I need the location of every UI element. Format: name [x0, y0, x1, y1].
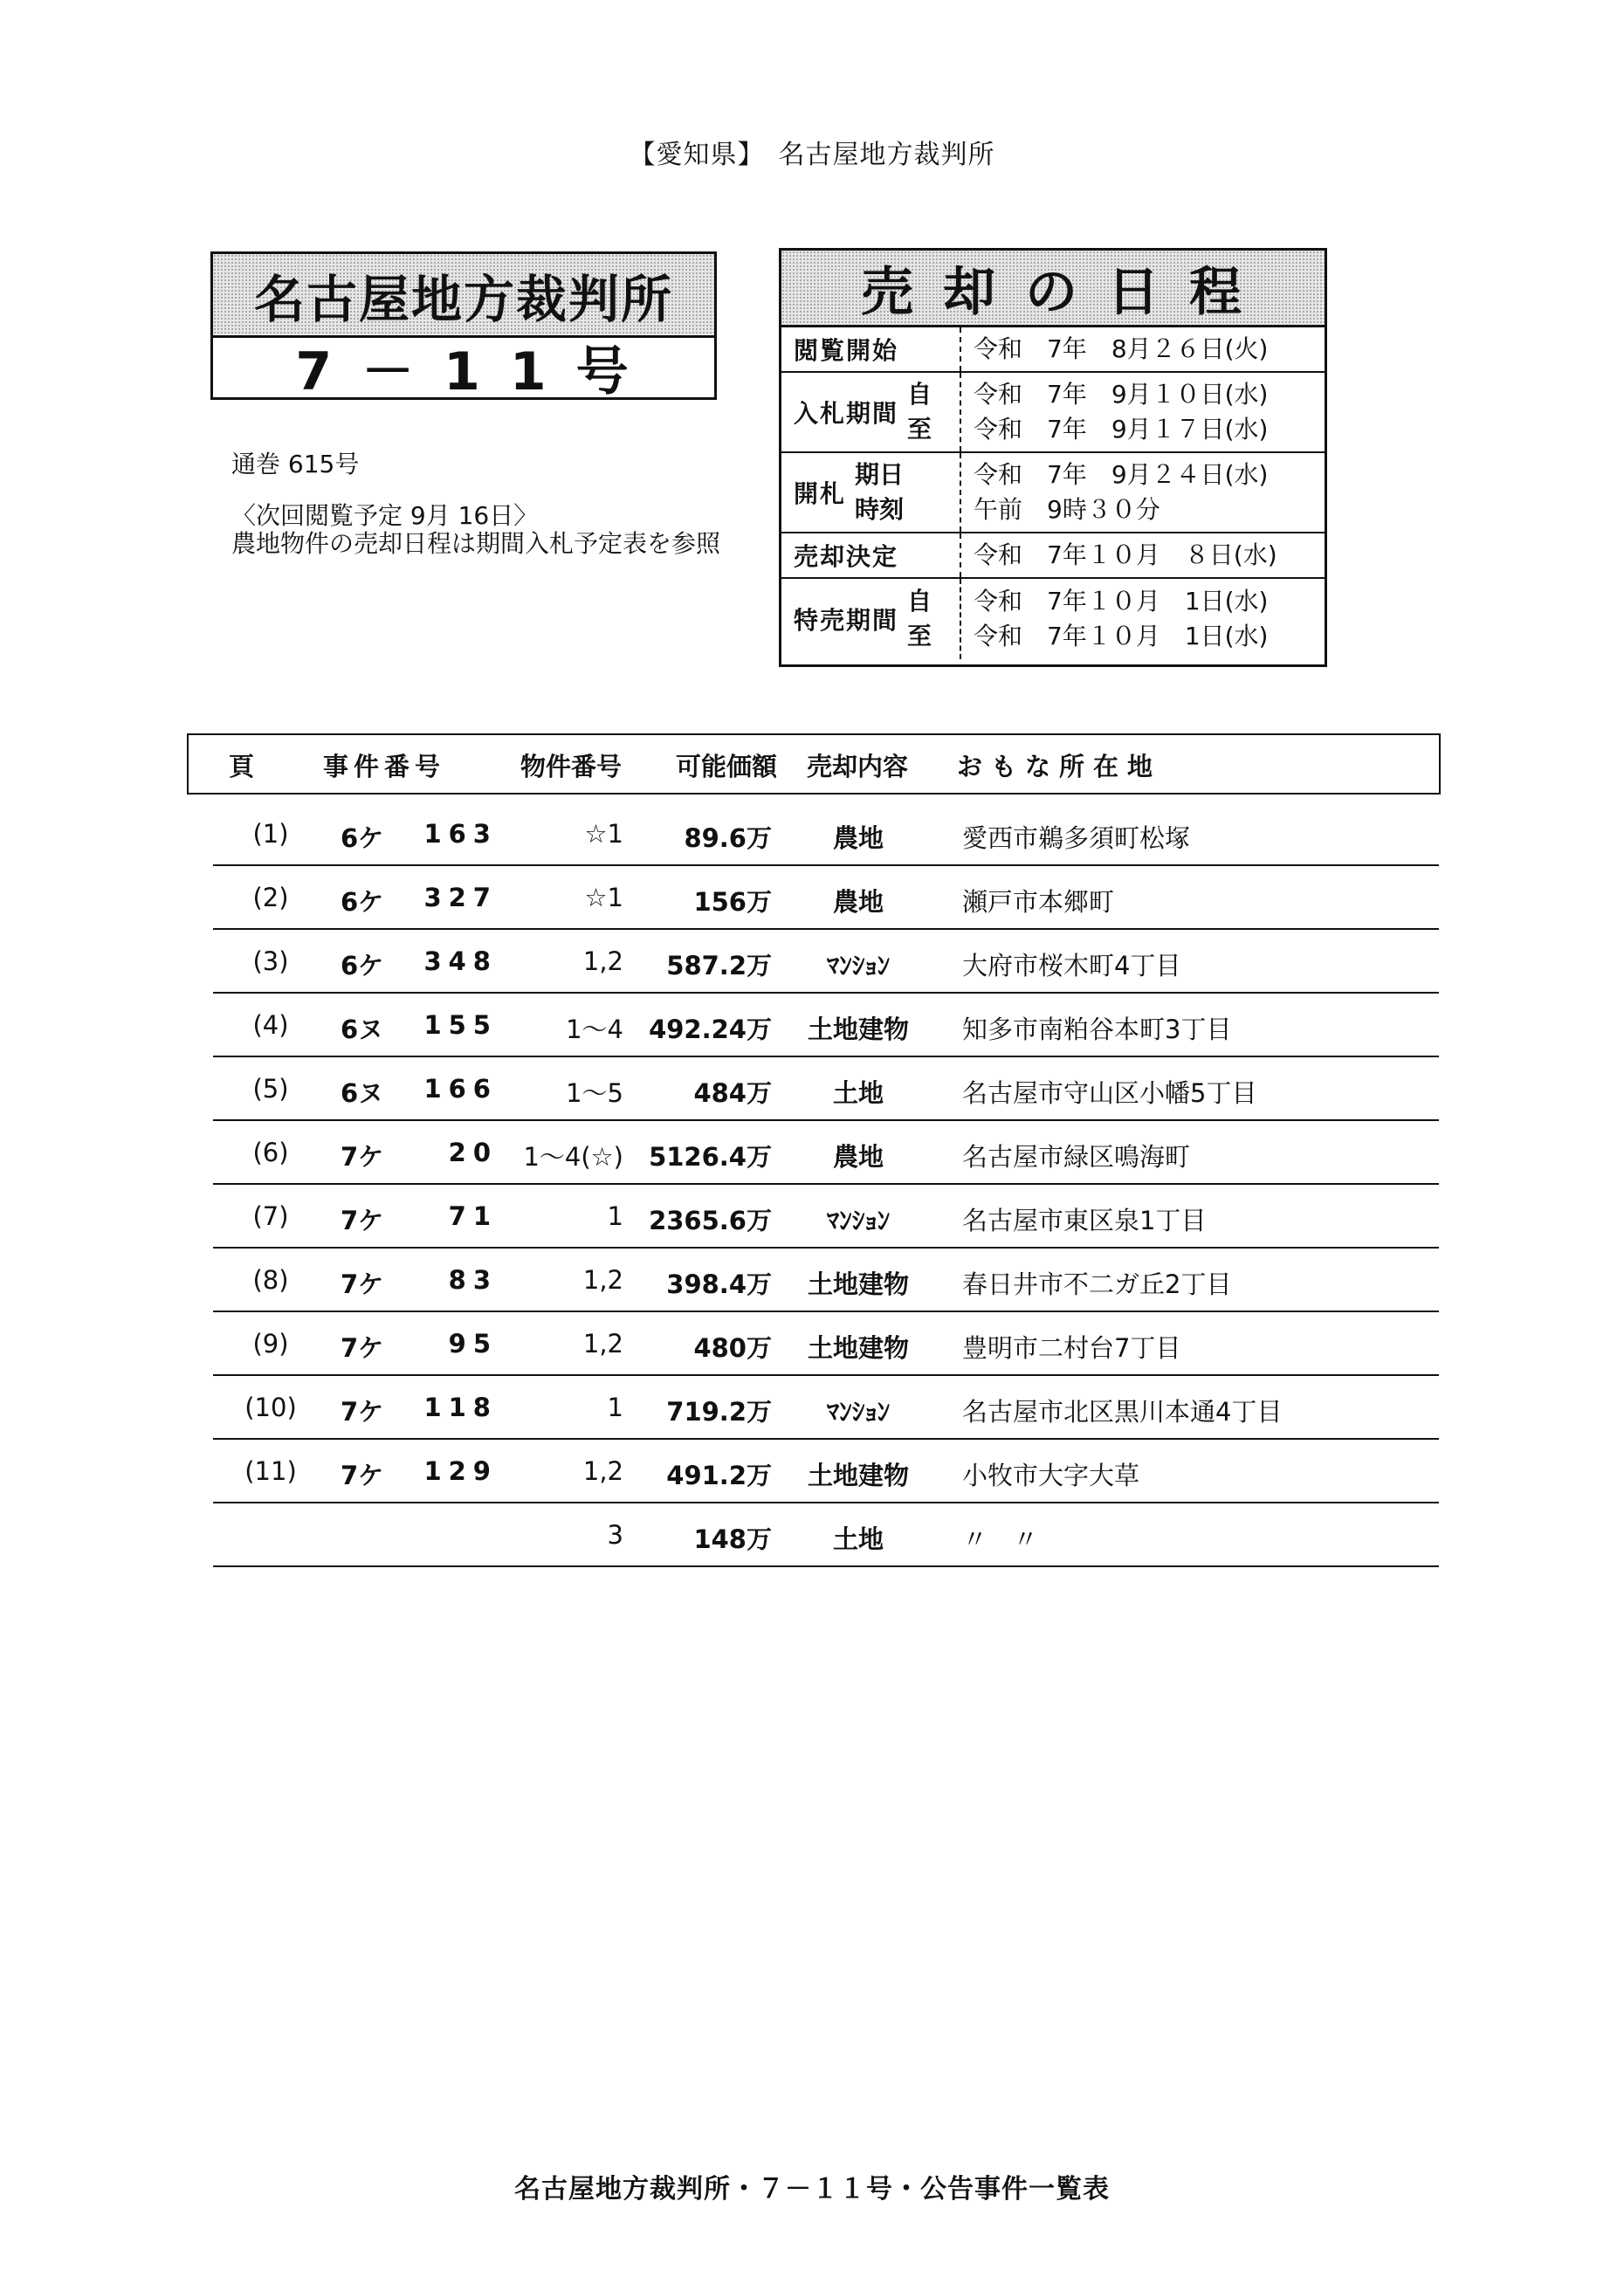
schedule-row-values: [961, 453, 1325, 532]
schedule-label-text: 特売期間: [794, 606, 899, 635]
price-cell: 2365.6万: [649, 1206, 772, 1235]
schedule-date-value: 令和 7年 9月２４日(水): [974, 460, 1269, 489]
schedule-row-label: [781, 327, 961, 371]
case-prefix-cell: 7ケ: [341, 1461, 384, 1490]
sale-type-cell: 農地: [832, 823, 884, 853]
schedule-row-label: [781, 533, 961, 577]
schedule-sub-label: 自: [907, 380, 932, 409]
schedule-row-label: [781, 453, 961, 532]
price-cell: 5126.4万: [649, 1142, 772, 1172]
case-number-cell: 20: [448, 1138, 498, 1167]
case-page-cell: (9): [252, 1329, 289, 1359]
case-number-cell: 327: [423, 883, 498, 912]
price-cell: 492.24万: [649, 1015, 772, 1044]
sale-type-cell: 土地: [832, 1078, 884, 1108]
price-cell: 480万: [693, 1333, 772, 1363]
table-row: [213, 1249, 1439, 1312]
location-cell: 名古屋市緑区鳴海町: [962, 1142, 1191, 1172]
item-number-cell: 1,2: [582, 946, 623, 976]
schedule-row-label: [781, 579, 961, 659]
case-prefix-cell: 7ケ: [341, 1206, 384, 1235]
location-cell: 名古屋市東区泉1丁目: [962, 1206, 1207, 1235]
sale-type-cell: 土地建物: [807, 1015, 909, 1044]
item-number-cell: 1～5: [566, 1078, 623, 1108]
case-prefix-cell: 6ヌ: [341, 1015, 384, 1044]
schedule-sub-label: 至: [907, 622, 932, 650]
schedule-date-value: 令和 7年 9月１０日(水): [974, 380, 1269, 409]
header-page: 頁: [229, 752, 255, 781]
table-row: [213, 803, 1439, 866]
schedule-row: [781, 373, 1325, 453]
table-row: [213, 1058, 1439, 1121]
case-number-cell: 71: [448, 1201, 498, 1231]
schedule-rows: [781, 327, 1325, 659]
schedule-row-values: [961, 533, 1325, 577]
case-page-cell: (4): [252, 1010, 289, 1040]
item-number-cell: 1: [607, 1393, 623, 1422]
table-row: [213, 1313, 1439, 1376]
item-number-cell: ☆1: [584, 883, 623, 912]
schedule-sub-label: 時刻: [855, 495, 905, 524]
case-number-cell: 83: [448, 1265, 498, 1295]
schedule-date-value: 午前 9時３０分: [974, 495, 1160, 524]
location-cell: 名古屋市守山区小幡5丁目: [962, 1078, 1257, 1108]
location-cell: 大府市桜木町4丁目: [962, 951, 1181, 980]
price-cell: 484万: [693, 1078, 772, 1108]
price-cell: 398.4万: [666, 1269, 772, 1299]
court-name: 名古屋地方裁判所: [213, 254, 714, 338]
issue-number: 7－11号: [295, 341, 658, 402]
table-row: [213, 931, 1439, 994]
case-page-cell: (1): [252, 819, 289, 849]
table-row: [213, 1504, 1439, 1567]
sale-type-cell: 農地: [832, 1142, 884, 1172]
case-prefix-cell: 7ケ: [341, 1397, 384, 1427]
schedule-date-value: 令和 7年 9月１７日(水): [974, 415, 1269, 444]
schedule-sub-labels: [907, 584, 932, 654]
sale-type-cell: 土地建物: [807, 1333, 909, 1363]
location-cell: 名古屋市北区黒川本通4丁目: [962, 1397, 1283, 1427]
item-number-cell: 1,2: [582, 1265, 623, 1295]
price-cell: 89.6万: [684, 823, 772, 853]
schedule-row-values: [961, 579, 1325, 659]
case-number-cell: 129: [423, 1456, 498, 1486]
price-cell: 719.2万: [666, 1397, 772, 1427]
schedule-row-values: [961, 327, 1325, 371]
table-row: [213, 1441, 1439, 1503]
schedule-date-value: 令和 7年１０月 ８日(水): [974, 540, 1277, 569]
table-header: [187, 733, 1441, 795]
case-page-cell: (6): [252, 1138, 289, 1167]
case-page-cell: (8): [252, 1265, 289, 1295]
header-case-number: 事件番号: [323, 752, 446, 781]
table-row: [213, 994, 1439, 1057]
location-cell: 小牧市大字大草: [962, 1461, 1140, 1490]
location-cell: 瀬戸市本郷町: [962, 887, 1115, 917]
schedule-row: [781, 533, 1325, 579]
schedule-row: [781, 453, 1325, 533]
item-number-cell: ☆1: [584, 819, 623, 849]
farmland-schedule-note: 農地物件の売却日程は期間入札予定表を参照: [231, 529, 721, 558]
header-item-number: 物件番号: [520, 752, 623, 781]
table-row: [213, 1377, 1439, 1440]
location-cell: 春日井市不二ガ丘2丁目: [962, 1269, 1232, 1299]
case-number-cell: 95: [448, 1329, 498, 1359]
sale-type-cell: 農地: [832, 887, 884, 917]
sale-type-cell: 土地: [832, 1524, 884, 1554]
location-cell: 〃 〃: [962, 1524, 1039, 1554]
location-cell: 知多市南粕谷本町3丁目: [962, 1015, 1232, 1044]
case-page-cell: (11): [244, 1456, 297, 1486]
schedule-label-text: 閲覧開始: [794, 336, 899, 365]
schedule-sub-labels: [907, 377, 932, 447]
schedule-row-label: [781, 373, 961, 451]
schedule-date-value: 令和 7年１０月 1日(水): [974, 622, 1269, 650]
schedule-title: 売却の日程: [781, 251, 1325, 327]
sale-type-cell: 土地建物: [807, 1461, 909, 1490]
footer-title: 名古屋地方裁判所・７－１１号・公告事件一覧表: [514, 2174, 1110, 2205]
schedule-row: [781, 579, 1325, 659]
schedule-date-value: 令和 7年１０月 1日(水): [974, 587, 1269, 616]
price-cell: 587.2万: [666, 951, 772, 980]
item-number-cell: 1: [607, 1201, 623, 1231]
case-prefix-cell: 7ケ: [341, 1333, 384, 1363]
case-prefix-cell: 6ケ: [341, 887, 384, 917]
header-price: 可能価額: [676, 752, 778, 781]
location-cell: 豊明市二村台7丁目: [962, 1333, 1181, 1363]
price-cell: 148万: [693, 1524, 772, 1554]
schedule-label-text: 入札期間: [794, 399, 899, 428]
case-prefix-cell: 6ヌ: [341, 1078, 384, 1108]
schedule-label-text: 売却決定: [794, 542, 899, 571]
case-prefix-cell: 7ケ: [341, 1142, 384, 1172]
sale-type-cell: ﾏﾝｼｮﾝ: [826, 1206, 891, 1235]
sale-type-cell: ﾏﾝｼｮﾝ: [826, 1397, 891, 1427]
court-title-box: [210, 251, 717, 400]
case-number-cell: 163: [423, 819, 498, 849]
header-location: おもな所在地: [957, 752, 1162, 781]
item-number-cell: 1～4: [566, 1015, 623, 1044]
price-cell: 156万: [693, 887, 772, 917]
case-prefix-cell: 6ケ: [341, 951, 384, 980]
location-cell: 愛西市鵜多須町松塚: [962, 823, 1191, 853]
item-number-cell: 1～4(☆): [523, 1142, 623, 1172]
schedule-label-text: 開札: [794, 479, 847, 508]
sale-schedule-box: [779, 248, 1327, 667]
sale-type-cell: 土地建物: [807, 1269, 909, 1299]
item-number-cell: 3: [607, 1520, 623, 1550]
table-row: [213, 867, 1439, 930]
sale-type-cell: ﾏﾝｼｮﾝ: [826, 951, 891, 980]
schedule-sub-label: 期日: [855, 460, 905, 489]
table-row: [213, 1186, 1439, 1249]
case-number-cell: 155: [423, 1010, 498, 1040]
case-page-cell: (7): [252, 1201, 289, 1231]
case-number-cell: 118: [423, 1393, 498, 1422]
next-viewing-note: 〈次回閲覧予定 9月 16日〉: [231, 501, 539, 530]
case-prefix-cell: 7ケ: [341, 1269, 384, 1299]
schedule-row: [781, 327, 1325, 373]
case-page-cell: (3): [252, 946, 289, 976]
schedule-row-values: [961, 373, 1325, 451]
prefecture-court-label: 【愛知県】 名古屋地方裁判所: [629, 140, 995, 170]
schedule-sub-label: 至: [907, 415, 932, 444]
case-page-cell: (2): [252, 883, 289, 912]
case-number-cell: 348: [423, 946, 498, 976]
header-sale-type: 売却内容: [807, 752, 909, 781]
item-number-cell: 1,2: [582, 1456, 623, 1486]
case-page-cell: (10): [244, 1393, 297, 1422]
schedule-date-value: 令和 7年 8月２６日(火): [974, 334, 1269, 363]
price-cell: 491.2万: [666, 1461, 772, 1490]
case-page-cell: (5): [252, 1074, 289, 1104]
item-number-cell: 1,2: [582, 1329, 623, 1359]
case-number-cell: 166: [423, 1074, 498, 1104]
case-prefix-cell: 6ケ: [341, 823, 384, 853]
table-row: [213, 1122, 1439, 1185]
schedule-sub-labels: [855, 457, 904, 527]
schedule-sub-label: 自: [907, 587, 932, 616]
volume-number: 通巻 615号: [231, 450, 360, 478]
